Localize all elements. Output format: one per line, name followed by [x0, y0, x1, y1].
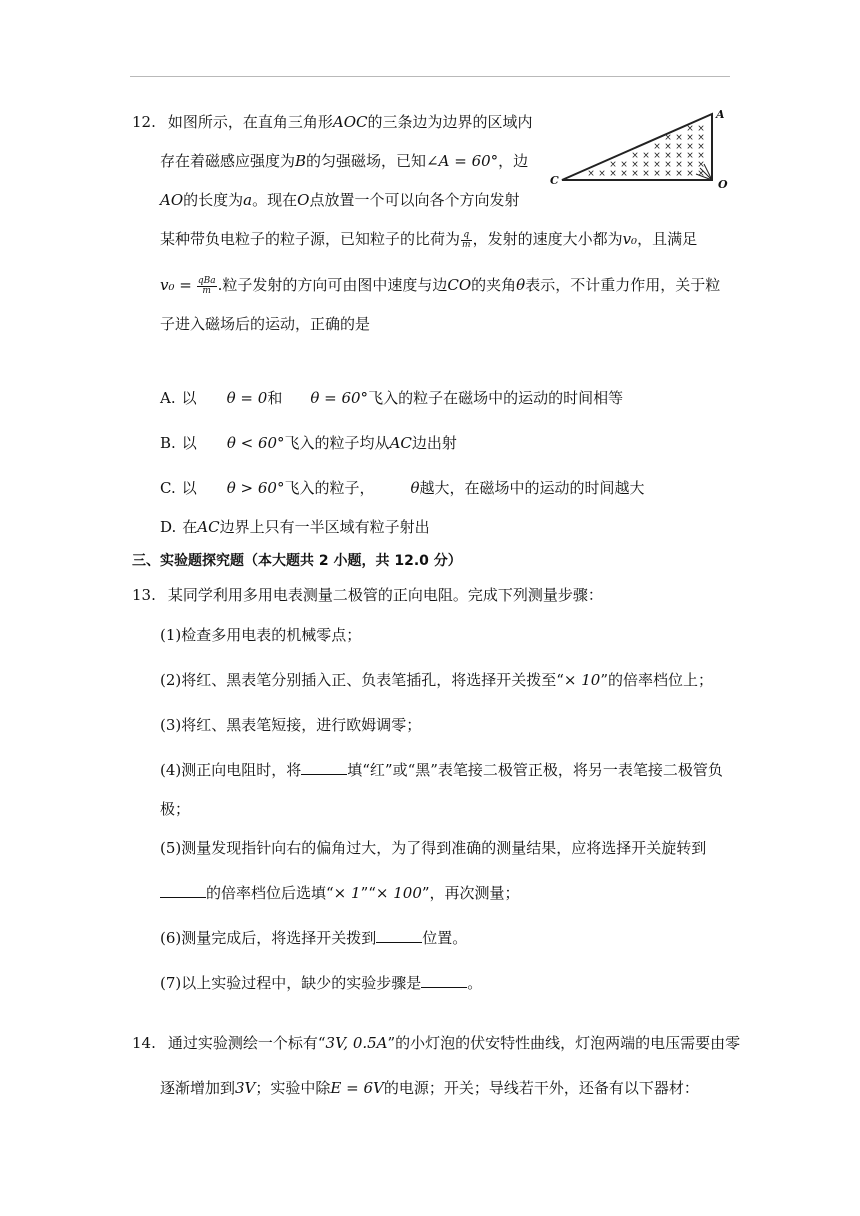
q13-step-2: (2)将红、黑表笔分别插入正、负表笔插孔，将选择开关拨至“× 10”的倍率档位上；: [160, 671, 714, 689]
q12-line-2: 存在着磁感应强度为B的匀强磁场，已知∠A = 60°，边: [160, 152, 529, 170]
q12-line-6: 子进入磁场后的运动，正确的是: [160, 315, 371, 333]
q13-step-7: (7)以上实验过程中，缺少的实验步骤是 。: [160, 974, 483, 992]
field-cross: ×: [664, 142, 672, 152]
header-rule: [130, 76, 730, 77]
field-cross: ×: [697, 133, 705, 143]
field-cross: ×: [620, 169, 628, 179]
field-cross: ×: [686, 133, 694, 143]
field-cross: ×: [686, 151, 694, 161]
q14-line-2: 逐渐增加到3V；实验中除E = 6V的电源；开关；导线若干外，还备有以下器材：: [160, 1079, 699, 1097]
field-cross: ×: [631, 160, 639, 170]
field-cross: ×: [675, 151, 683, 161]
field-cross: ×: [675, 133, 683, 143]
q13-step-6: (6)测量完成后，将选择开关拨到 位置。: [160, 929, 468, 947]
q13-step-3: (3)将红、黑表笔短接，进行欧姆调零；: [160, 716, 422, 734]
section-3-title: 三、实验题探究题（本大题共 2 小题，共 12.0 分）: [132, 553, 462, 569]
q12-line-1: 12. 如图所示，在直角三角形AOC的三条边为边界的区域内: [132, 113, 533, 131]
field-cross: ×: [620, 160, 628, 170]
field-cross: ×: [653, 160, 661, 170]
option-c[interactable]: C. 以 θ > 60°飞入的粒子， θ越大，在磁场中的运动的时间越大: [160, 479, 645, 497]
q12-number: 12.: [132, 113, 156, 131]
q14-number: 14.: [132, 1034, 156, 1052]
field-cross: ×: [653, 142, 661, 152]
field-cross: ×: [675, 142, 683, 152]
field-cross: ×: [686, 160, 694, 170]
field-cross: ×: [631, 169, 639, 179]
q13-step-5-cont: 的倍率档位后选填“× 1”“× 100”，再次测量；: [160, 883, 520, 903]
q13-step-1: (1)检查多用电表的机械零点；: [160, 626, 362, 644]
answer-blank-6[interactable]: [376, 928, 422, 943]
magnetic-field-crosses: [587, 124, 705, 179]
q12-line-3: AO的长度为a。现在O点放置一个可以向各个方向发射: [160, 191, 520, 209]
q13-number: 13.: [132, 586, 156, 604]
field-cross: ×: [653, 169, 661, 179]
field-cross: ×: [697, 169, 705, 179]
field-cross: ×: [664, 169, 672, 179]
field-cross: ×: [609, 160, 617, 170]
option-b[interactable]: B. 以 θ < 60°飞入的粒子均从AC边出射: [160, 434, 457, 452]
field-cross: ×: [675, 160, 683, 170]
option-d[interactable]: D. 在AC边界上只有一半区域有粒子射出: [160, 518, 430, 536]
q14-line-1: 14. 通过实验测绘一个标有“3V, 0.5A”的小灯泡的伏安特性曲线，灯泡两端的电压需要由零: [132, 1034, 741, 1052]
speed-fraction: $\frac{\text{qBa}}{m}$: [197, 275, 216, 296]
q12-line-5: v₀ = $\frac{\text{qBa}}{m}$ .粒子发射的方向可由图中速度与边CO的夹角θ表示，不计重力作用，关于粒: [160, 275, 721, 296]
field-cross: ×: [587, 169, 595, 179]
field-cross: ×: [686, 169, 694, 179]
label-a: A: [716, 108, 725, 121]
answer-blank-5[interactable]: [160, 883, 206, 898]
triangle-magnetic-field-figure: [550, 108, 732, 194]
label-o: O: [718, 178, 728, 191]
field-cross: ×: [686, 142, 694, 152]
field-cross: ×: [642, 151, 650, 161]
field-cross: ×: [697, 124, 705, 134]
charge-mass-ratio: $\frac{q}{m}$: [462, 229, 471, 250]
answer-blank-4[interactable]: [301, 760, 347, 775]
field-cross: ×: [675, 169, 683, 179]
q13-step-4: (4)测正向电阻时，将 填“红”或“黑”表笔接二极管正极，将另一表笔接二极管负: [160, 761, 723, 779]
field-cross: ×: [697, 142, 705, 152]
field-cross: ×: [631, 151, 639, 161]
field-cross: ×: [664, 133, 672, 143]
q13-step-4-cont: 极；: [160, 800, 191, 818]
field-cross: ×: [642, 169, 650, 179]
option-a[interactable]: A. 以 θ = 0和 θ = 60°飞入的粒子在磁场中的运动的时间相等: [160, 389, 624, 407]
field-cross: ×: [686, 124, 694, 134]
field-cross: ×: [697, 151, 705, 161]
field-cross: ×: [664, 151, 672, 161]
field-cross: ×: [598, 169, 606, 179]
field-cross: ×: [664, 160, 672, 170]
q13-intro: 13. 某同学利用多用电表测量二极管的正向电阻。完成下列测量步骤：: [132, 586, 603, 604]
label-c: C: [550, 174, 559, 187]
answer-blank-7[interactable]: [421, 973, 467, 988]
q12-line-4: 某种带负电粒子的粒子源，已知粒子的比荷为 $\frac{q}{m}$ ，发射的速度大小都为v₀，且满足: [160, 229, 698, 250]
q13-step-5: (5)测量发现指针向右的偏角过大，为了得到准确的测量结果，应将选择开关旋转到: [160, 839, 707, 857]
field-cross: ×: [609, 169, 617, 179]
field-cross: ×: [653, 151, 661, 161]
field-cross: ×: [697, 160, 705, 170]
field-cross: ×: [642, 160, 650, 170]
